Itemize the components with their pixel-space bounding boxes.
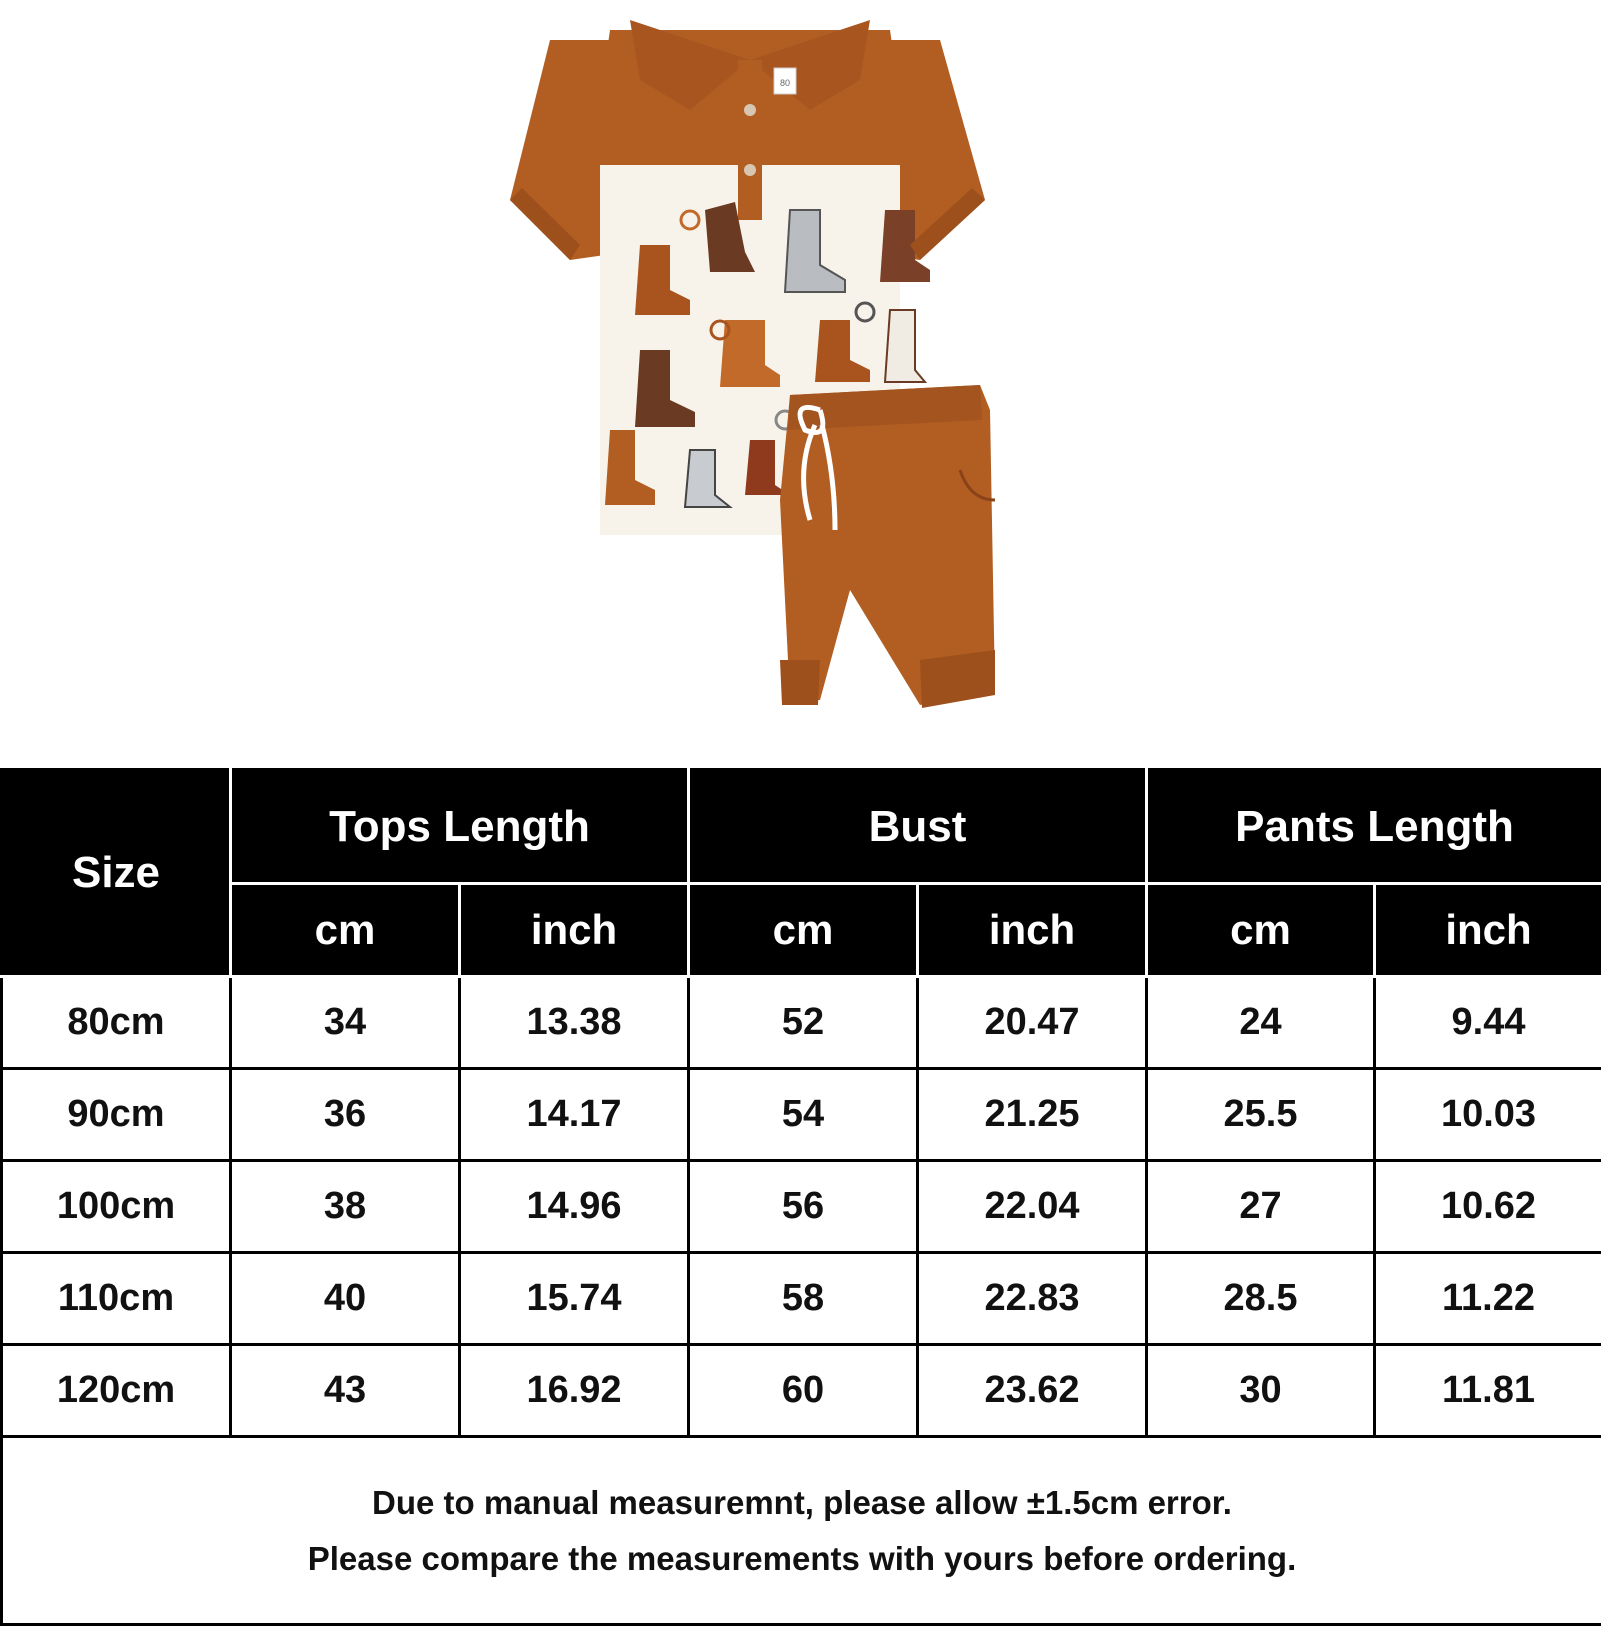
table-header-row [2,770,1601,884]
button-icon [744,104,756,116]
value-cell: 9.44 [1375,977,1601,1069]
bust-header: Bust [689,770,1147,884]
unit-header: cm [231,884,460,977]
value-cell: 38 [231,1161,460,1253]
value-cell: 21.25 [918,1069,1147,1161]
value-cell: 54 [689,1069,918,1161]
outfit-illustration [490,0,1010,760]
value-cell: 14.17 [460,1069,689,1161]
note-line-2: Please compare the measurements with yours before ordering. [3,1531,1601,1587]
product-image [490,0,1010,760]
value-cell: 16.92 [460,1345,689,1437]
tops-length-header: Tops Length [231,770,689,884]
value-cell: 43 [231,1345,460,1437]
unit-header: cm [689,884,918,977]
value-cell: 13.38 [460,977,689,1069]
size-cell: 110cm [2,1253,231,1345]
value-cell: 58 [689,1253,918,1345]
value-cell: 52 [689,977,918,1069]
value-cell: 27 [1147,1161,1375,1253]
value-cell: 11.22 [1375,1253,1601,1345]
table-row [2,1161,1601,1253]
size-cell: 90cm [2,1069,231,1161]
value-cell: 34 [231,977,460,1069]
value-cell: 36 [231,1069,460,1161]
table-row [2,977,1601,1069]
size-chart-table [0,768,1601,1626]
table-row [2,1345,1601,1437]
value-cell: 10.62 [1375,1161,1601,1253]
value-cell: 15.74 [460,1253,689,1345]
shorts [780,385,995,708]
value-cell: 10.03 [1375,1069,1601,1161]
size-column-header: Size [2,770,231,977]
unit-header: cm [1147,884,1375,977]
value-cell: 22.83 [918,1253,1147,1345]
table-row [2,1069,1601,1161]
unit-header: inch [460,884,689,977]
value-cell: 60 [689,1345,918,1437]
unit-header: inch [918,884,1147,977]
size-cell: 120cm [2,1345,231,1437]
size-cell: 100cm [2,1161,231,1253]
unit-header: inch [1375,884,1601,977]
note-row [2,1437,1601,1625]
value-cell: 30 [1147,1345,1375,1437]
value-cell: 56 [689,1161,918,1253]
value-cell: 23.62 [918,1345,1147,1437]
note-line-1: Due to manual measuremnt, please allow ±1.5cm error. [3,1475,1601,1531]
value-cell: 25.5 [1147,1069,1375,1161]
table-row [2,1253,1601,1345]
value-cell: 11.81 [1375,1345,1601,1437]
button-icon [744,164,756,176]
value-cell: 28.5 [1147,1253,1375,1345]
value-cell: 24 [1147,977,1375,1069]
value-cell: 14.96 [460,1161,689,1253]
measurement-note [2,1437,1601,1625]
value-cell: 40 [231,1253,460,1345]
shirt-placket [738,60,762,220]
size-tag-label: 80 [780,78,790,88]
pants-length-header: Pants Length [1147,770,1601,884]
value-cell: 20.47 [918,977,1147,1069]
table-unit-row [2,884,1601,977]
value-cell: 22.04 [918,1161,1147,1253]
size-cell: 80cm [2,977,231,1069]
